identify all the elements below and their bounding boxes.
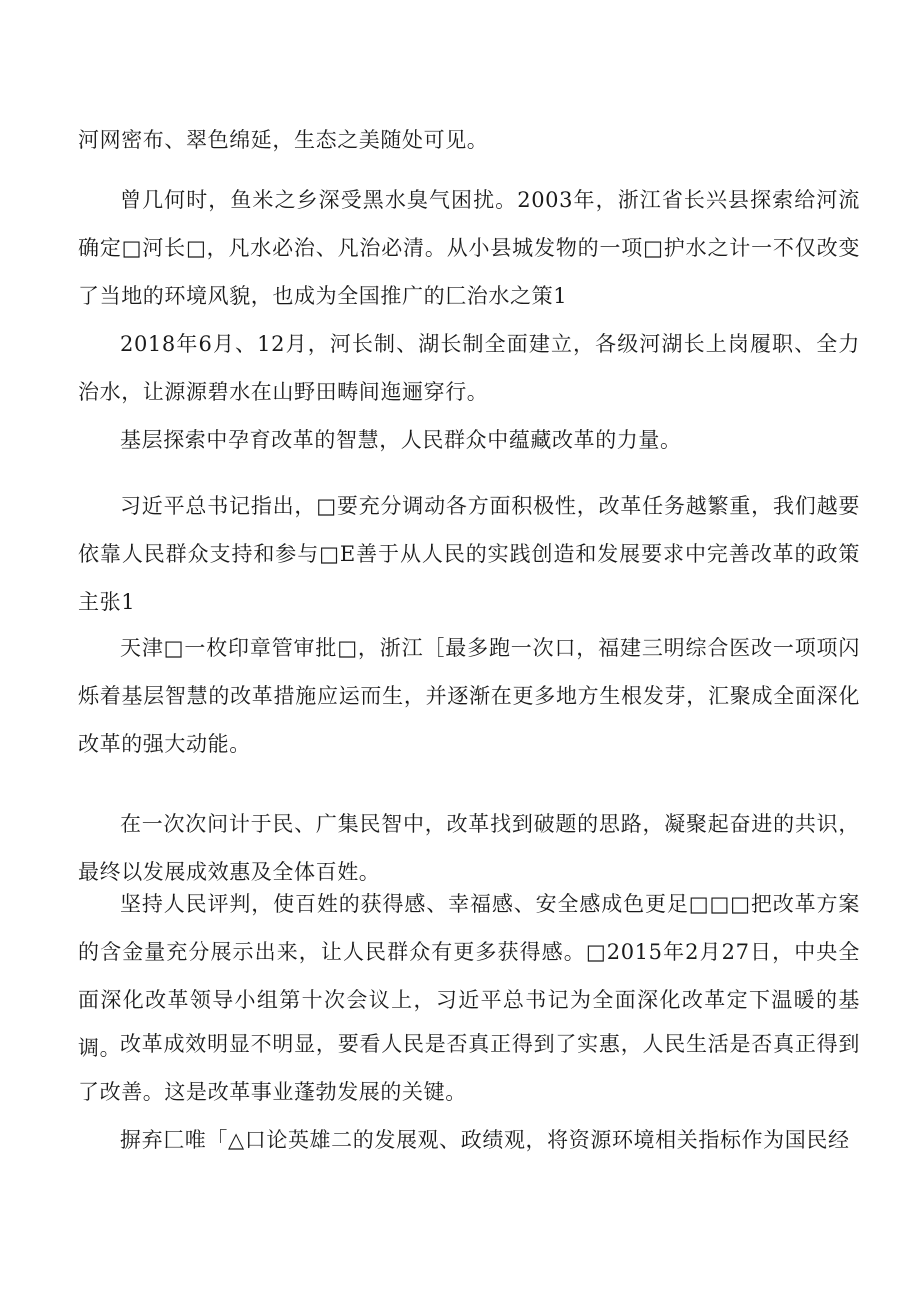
paragraph-3: 2018年6月、12月，河长制、湖长制全面建立，各级河湖长上岗履职、全力治水，让源源碧水在山野田畴间迤逦穿行。 xyxy=(78,332,860,404)
paragraph-9: 改革成效明显不明显，要看人民是否真正得到了实惠，人民生活是否真正得到了改善。这是改革事业蓬勃发展的关键。 xyxy=(78,1032,860,1104)
paragraph-6: 天津□一枚印章管审批□，浙江［最多跑一次口，福建三明综合医改一项项闪烁着基层智慧的改革措施应运而生，并逐渐在更多地方生根发芽，汇聚成全面深化改革的强大动能。 xyxy=(78,636,860,756)
paragraph-8: 坚持人民评判，使百姓的获得感、幸福感、安全感成色更足□□□把改革方案的含金量充分展示出来，让人民群众有更多获得感。□2015年2月27日，中央全面深化改革领导小组第十次会议上，习近平总书记为全面深化改革定下温暖的基调。 xyxy=(78,892,860,1060)
paragraph-1: 河网密布、翠色绵延，生态之美随处可见。 xyxy=(78,128,489,152)
paragraph-5: 习近平总书记指出，□要充分调动各方面积极性，改革任务越繁重，我们越要依靠人民群众支持和参与□E善于从人民的实践创造和发展要求中完善改革的政策主张1 xyxy=(78,494,860,614)
paragraph-10: 摒弃匚唯「△口论英雄二的发展观、政绩观，将资源环境相关指标作为国民经 xyxy=(120,1128,850,1152)
paragraph-2: 曾几何时，鱼米之乡深受黑水臭气困扰。2003年，浙江省长兴县探索给河流确定□河长□，凡水必治、凡治必清。从小县城发物的一项□护水之计一不仅改变了当地的环境风貌，也成为全国推广的匚治水之策1 xyxy=(78,188,860,308)
paragraph-7: 在一次次问计于民、广集民智中，改革找到破题的思路，凝聚起奋进的共识，最终以发展成效惠及全体百姓。 xyxy=(78,812,860,884)
paragraph-4: 基层探索中孕育改革的智慧，人民群众中蕴藏改革的力量。 xyxy=(120,428,682,452)
